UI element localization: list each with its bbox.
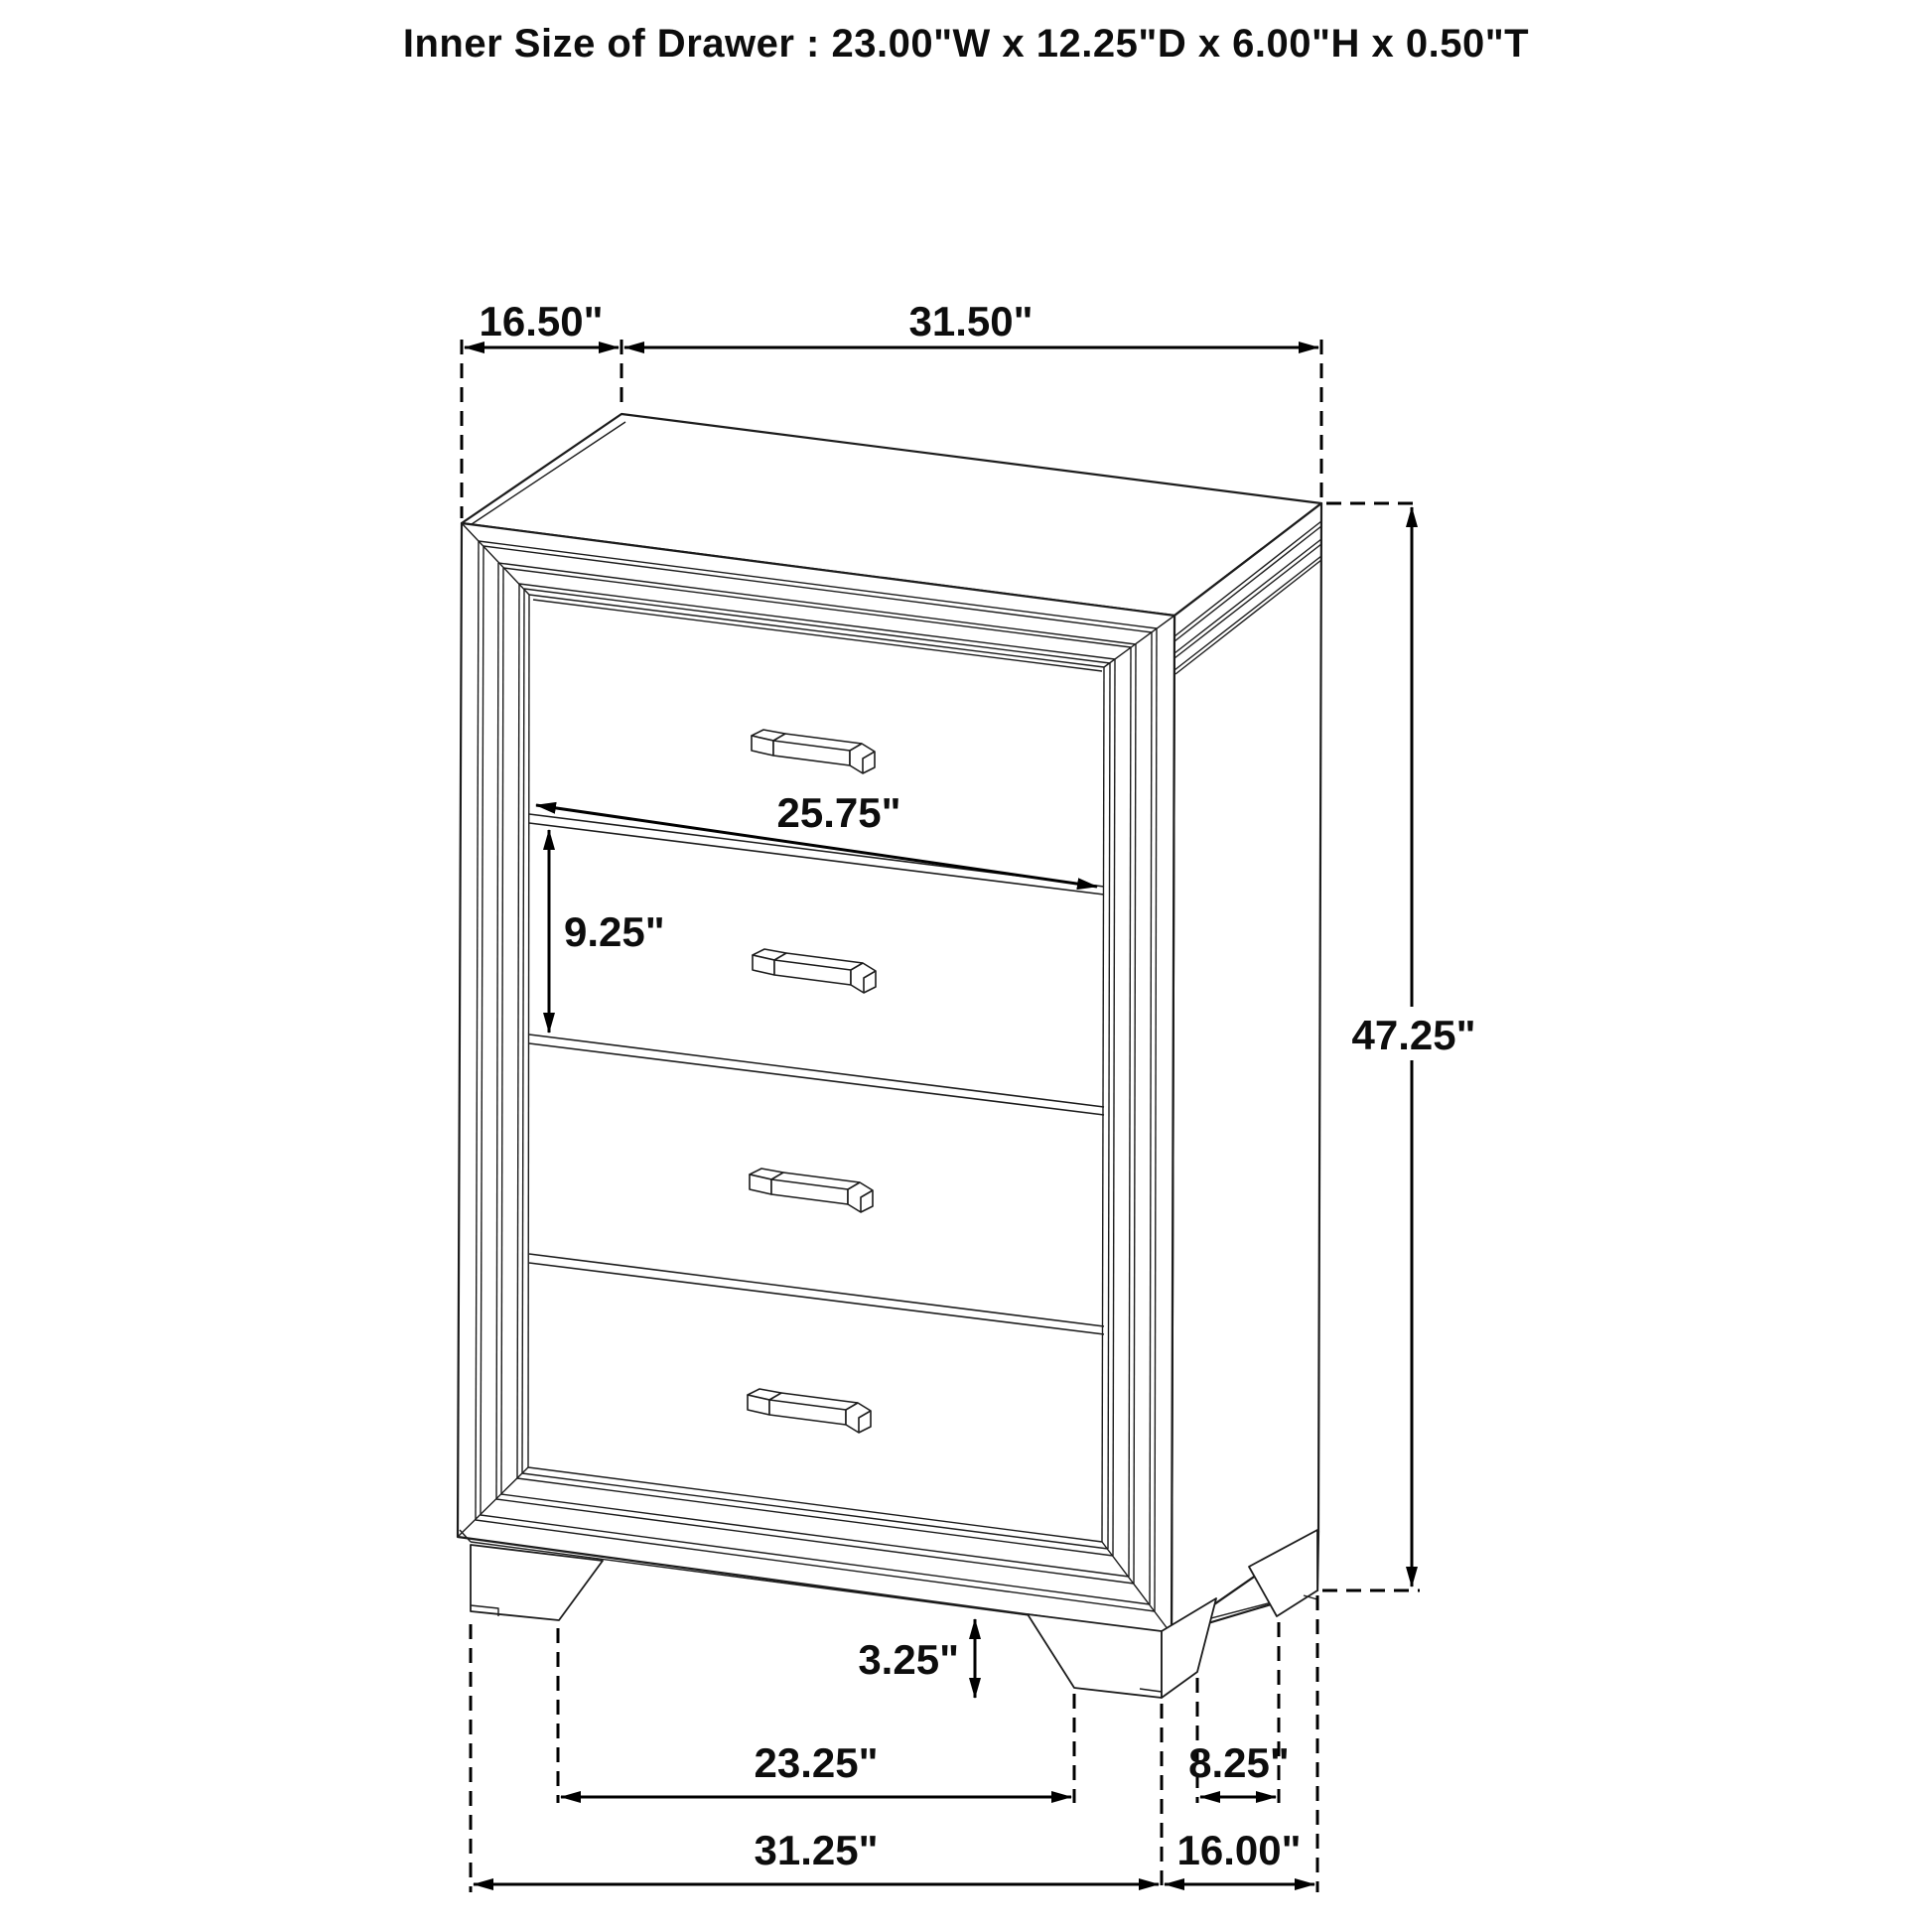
dim-base-width-label: 31.25" (754, 1827, 879, 1873)
height-dimension (1322, 503, 1487, 1590)
dim-drawer-height-label: 9.25" (564, 908, 665, 955)
dim-side-leg-gap-label: 8.25" (1188, 1739, 1290, 1786)
dim-top-width-label: 31.50" (908, 298, 1034, 345)
leg-height-dimension (858, 1619, 975, 1698)
dim-overall-height-label: 47.25" (1351, 1012, 1476, 1058)
page-title: Inner Size of Drawer : 23.00"W x 12.25"D x 6.00"H x 0.50"T (402, 22, 1530, 66)
dim-top-depth-label: 16.50" (479, 298, 604, 345)
dim-leg-height-label: 3.25" (858, 1636, 959, 1683)
dim-base-depth-label: 16.00" (1176, 1827, 1302, 1873)
dim-drawer-width-label: 25.75" (776, 789, 901, 836)
dim-front-leg-span-label: 23.25" (754, 1739, 879, 1786)
cabinet-side-panel (1172, 503, 1321, 1634)
cabinet (458, 414, 1321, 1698)
